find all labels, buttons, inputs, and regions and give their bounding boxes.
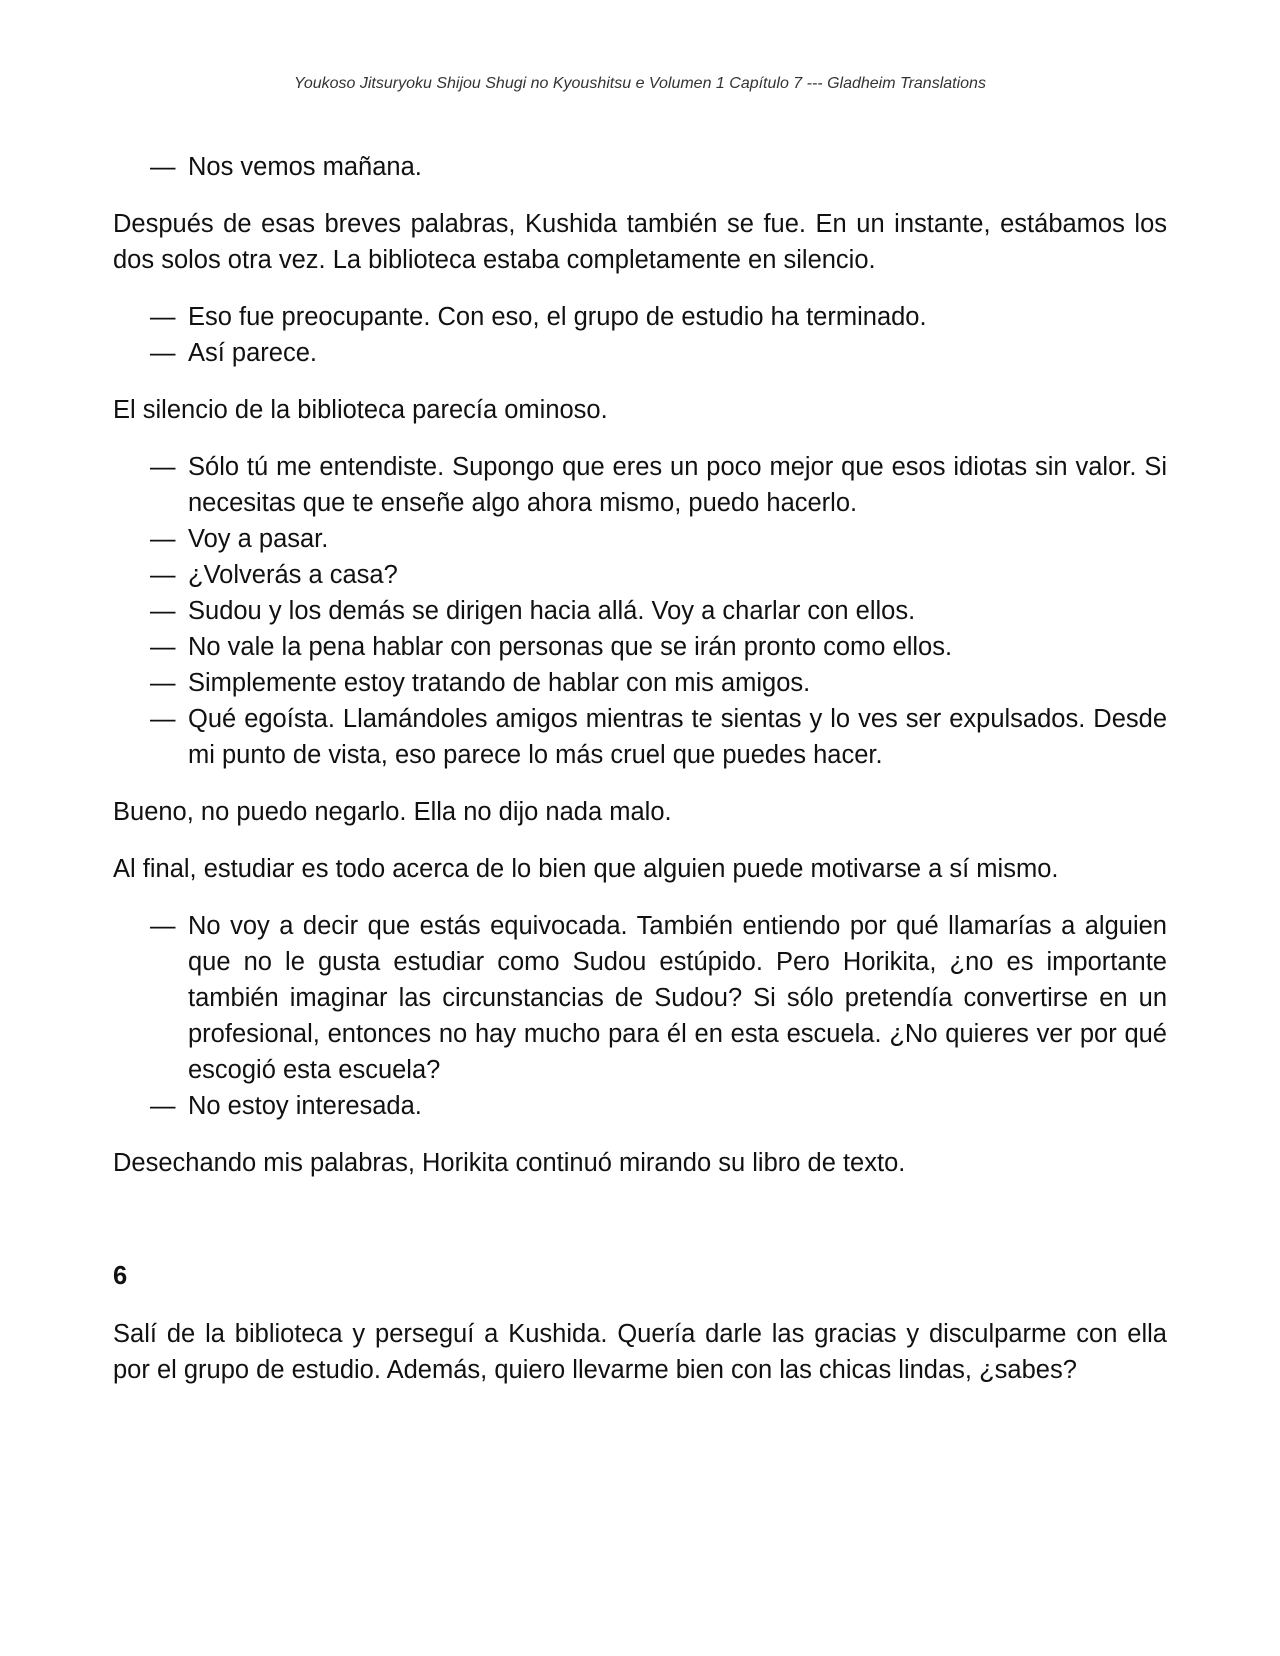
dialog-line xyxy=(113,665,1167,701)
dialog-group xyxy=(113,299,1167,371)
paragraph: Bueno, no puedo negarlo. Ella no dijo nada malo. xyxy=(113,798,672,826)
dialog-group xyxy=(113,449,1167,773)
dialog-text: Sólo tú me entendiste. Supongo que eres un poco mejor que esos idiotas sin valor. Si necesitas que te enseñe algo ahora mismo, puedo hacerlo. xyxy=(188,453,1167,517)
dialog-text: Eso fue preocupante. Con eso, el grupo de estudio ha terminado. xyxy=(188,303,927,331)
section-heading: 6 xyxy=(113,1262,128,1290)
dash-marker: — xyxy=(150,669,176,697)
dash-marker: — xyxy=(150,597,176,625)
dash-marker: — xyxy=(150,633,176,661)
dialog-line xyxy=(113,701,1167,773)
dialog-line xyxy=(113,299,1167,335)
dialog-line xyxy=(113,629,1167,665)
dialog-text: Simplemente estoy tratando de hablar con mis amigos. xyxy=(188,669,811,697)
paragraph: El silencio de la biblioteca parecía ominoso. xyxy=(113,396,608,424)
dash-marker: — xyxy=(150,1092,176,1120)
dialog-text: No voy a decir que estás equivocada. También entiendo por qué llamarías a alguien que no le gusta estudiar como Sudou estúpido. Pero Horikita, ¿no es importante también imaginar las circunstancias de Sudou? Si sólo pretendía convertirse en un profesional, entonces no hay mucho para él en esta escuela. ¿No quieres ver por qué escogió esta escuela? xyxy=(188,912,1167,1084)
dialog-text: Así parece. xyxy=(188,339,317,367)
dialog-line xyxy=(113,557,1167,593)
dialog-text: ¿Volverás a casa? xyxy=(188,561,398,589)
dialog-group xyxy=(113,149,1167,185)
dash-marker: — xyxy=(150,339,176,367)
dialog-text: Sudou y los demás se dirigen hacia allá. Voy a charlar con ellos. xyxy=(188,597,916,625)
dash-marker: — xyxy=(150,153,176,181)
dash-marker: — xyxy=(150,453,176,481)
dialog-text: No vale la pena hablar con personas que se irán pronto como ellos. xyxy=(188,633,953,661)
dialog-text: Qué egoísta. Llamándoles amigos mientras te sientas y lo ves ser expulsados. Desde mi punto de vista, eso parece lo más cruel que puedes hacer. xyxy=(188,705,1167,769)
dialog-line xyxy=(113,149,1167,185)
paragraph: Salí de la biblioteca y perseguí a Kushida. Quería darle las gracias y disculparme con ella por el grupo de estudio. Además, quiero llevarme bien con las chicas lindas, ¿sabes? xyxy=(113,1320,1167,1384)
dialog-group xyxy=(113,908,1167,1124)
dialog-line xyxy=(113,335,1167,371)
dialog-text: No estoy interesada. xyxy=(188,1092,422,1120)
dialog-line xyxy=(113,521,1167,557)
dash-marker: — xyxy=(150,705,176,733)
dash-marker: — xyxy=(150,561,176,589)
dialog-line xyxy=(113,1088,1167,1124)
paragraph: Después de esas breves palabras, Kushida también se fue. En un instante, estábamos los dos solos otra vez. La biblioteca estaba completamente en silencio. xyxy=(113,210,1167,274)
paragraph: Al final, estudiar es todo acerca de lo bien que alguien puede motivarse a sí mismo. xyxy=(113,855,1059,883)
dialog-line xyxy=(113,908,1167,1088)
dialog-line xyxy=(113,593,1167,629)
dash-marker: — xyxy=(150,303,176,331)
dash-marker: — xyxy=(150,912,176,940)
page-body xyxy=(113,149,1167,1409)
dialog-line xyxy=(113,449,1167,521)
paragraph: Desechando mis palabras, Horikita continuó mirando su libro de texto. xyxy=(113,1149,906,1177)
dialog-text: Nos vemos mañana. xyxy=(188,153,422,181)
dialog-text: Voy a pasar. xyxy=(188,525,329,553)
dash-marker: — xyxy=(150,525,176,553)
running-header: Youkoso Jitsuryoku Shijou Shugi no Kyoushitsu e Volumen 1 Capítulo 7 --- Gladheim Translations xyxy=(294,75,986,92)
